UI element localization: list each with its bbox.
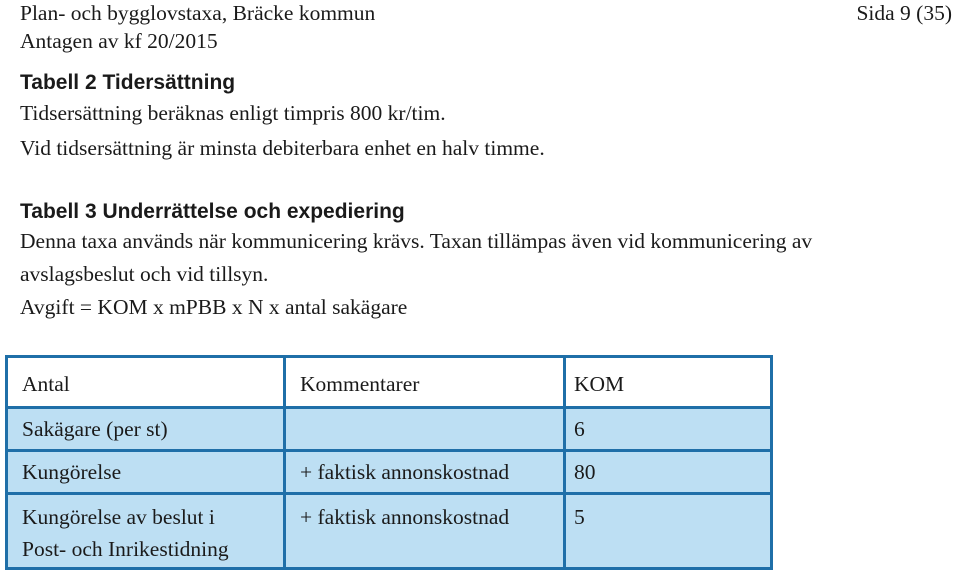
- cell-antal-line1: Kungörelse av beslut i: [22, 505, 215, 529]
- table-row: [7, 451, 772, 494]
- cell-antal-line2: Post- och Inrikestidning: [22, 537, 229, 561]
- cell-kommentar: + faktisk annonskostnad: [285, 451, 565, 494]
- page-number: Sida 9 (35): [856, 1, 952, 25]
- section-heading-tidersattning: Tabell 2 Tidersättning: [20, 71, 236, 94]
- section2-line1: Tidsersättning beräknas enligt timpris 800 kr/tim.: [20, 101, 446, 125]
- cell-antal: [7, 494, 285, 569]
- section3-paragraph-line1: Denna taxa används när kommunicering krävs. Taxan tillämpas även vid kommunicering av: [20, 229, 813, 253]
- fee-table: [5, 355, 773, 570]
- section3-paragraph-line2: avslagsbeslut och vid tillsyn.: [20, 262, 269, 286]
- table-header-row: [7, 357, 772, 408]
- cell-antal: Sakägare (per st): [7, 408, 285, 451]
- column-header-kommentarer: Kommentarer: [285, 357, 565, 408]
- cell-antal: Kungörelse: [7, 451, 285, 494]
- table-row: [7, 494, 772, 569]
- fee-formula: Avgift = KOM x mPBB x N x antal sakägare: [20, 295, 408, 319]
- table-row: [7, 408, 772, 451]
- cell-kom: 5: [565, 494, 772, 569]
- document-title: Plan- och bygglovstaxa, Bräcke kommun: [20, 1, 376, 25]
- cell-kommentar: + faktisk annonskostnad: [285, 494, 565, 569]
- adopted-note: Antagen av kf 20/2015: [20, 29, 218, 53]
- column-header-antal: Antal: [7, 357, 285, 408]
- column-header-kom: KOM: [565, 357, 772, 408]
- section2-line2: Vid tidsersättning är minsta debiterbara enhet en halv timme.: [20, 136, 545, 160]
- cell-kommentar: [285, 408, 565, 451]
- cell-kom: 80: [565, 451, 772, 494]
- cell-kom: 6: [565, 408, 772, 451]
- section-heading-underrattelse: Tabell 3 Underrättelse och expediering: [20, 200, 405, 223]
